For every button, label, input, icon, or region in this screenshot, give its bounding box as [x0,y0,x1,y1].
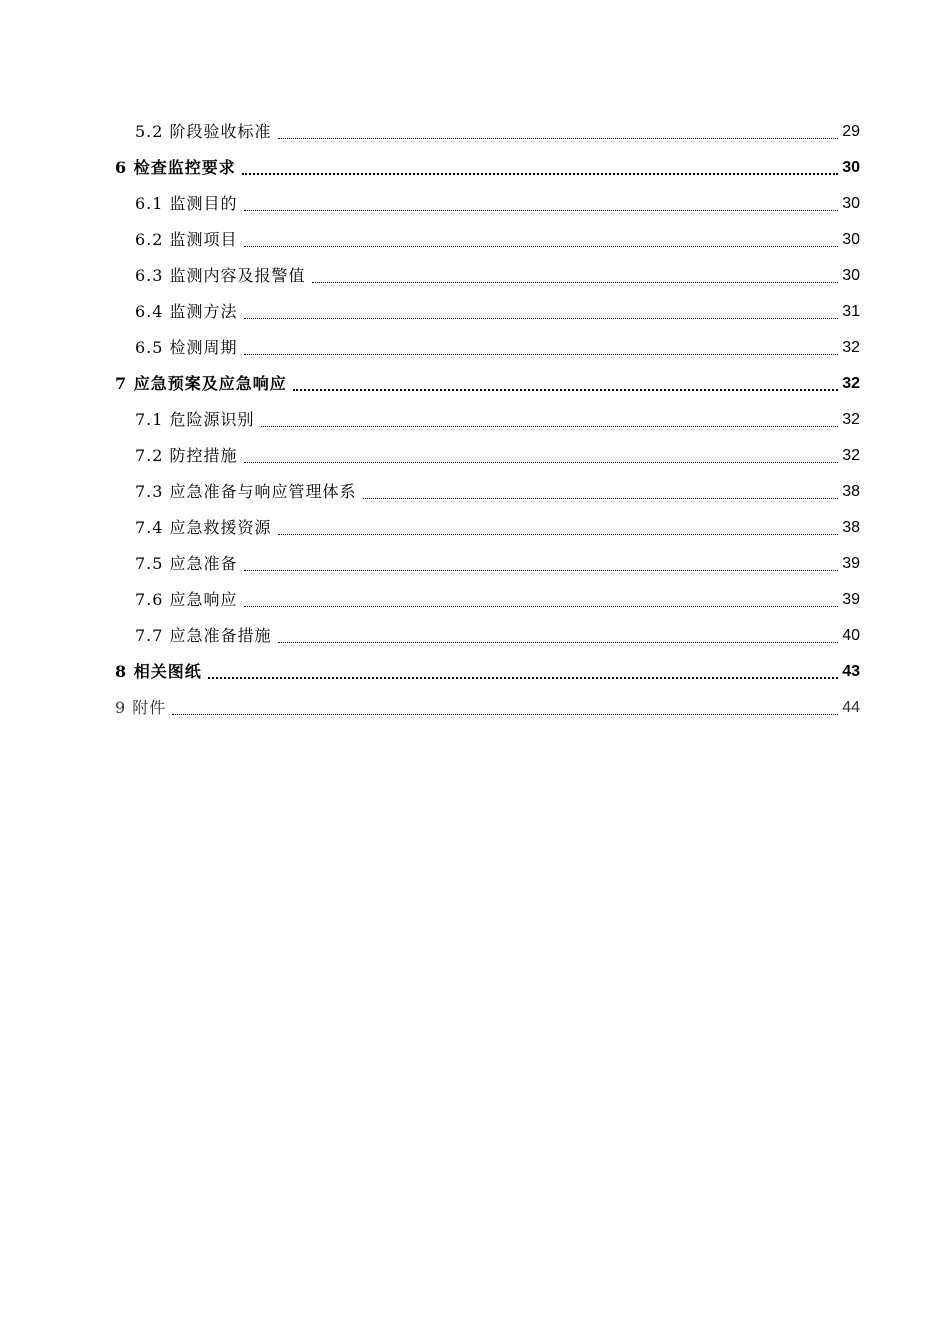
toc-entry[interactable] [115,612,860,648]
table-of-contents [115,108,860,720]
toc-entry-label: 5.2 阶段验收标准 [135,122,272,141]
toc-entry-label: 7 应急预案及应急响应 [115,374,287,393]
toc-entry-label: 6 检查监控要求 [115,158,236,177]
toc-entry-page: 30 [842,231,860,248]
toc-leader-dots [261,426,839,427]
toc-entry-page: 44 [842,699,860,716]
toc-entry-page: 32 [842,411,860,428]
toc-entry[interactable] [115,576,860,612]
toc-entry-label: 7.7 应急准备措施 [135,626,272,645]
toc-entry[interactable] [115,648,860,684]
toc-entry[interactable] [115,504,860,540]
toc-entry-page: 30 [842,195,860,212]
toc-entry-label: 6.3 监测内容及报警值 [135,266,306,285]
toc-leader-dots [244,462,839,463]
toc-entry-label: 6.1 监测目的 [135,194,238,213]
toc-entry-label: 8 相关图纸 [115,662,202,681]
toc-entry[interactable] [115,288,860,324]
toc-leader-dots [242,173,838,175]
toc-entry-label: 7.6 应急响应 [135,590,238,609]
toc-entry-page: 30 [842,267,860,284]
toc-entry[interactable] [115,216,860,252]
toc-leader-dots [172,714,838,715]
toc-entry-page: 38 [842,483,860,500]
toc-leader-dots [244,570,839,571]
toc-entry-label: 6.2 监测项目 [135,230,238,249]
toc-entry-label: 6.5 检测周期 [135,338,238,357]
toc-entry[interactable] [115,180,860,216]
toc-leader-dots [244,210,839,211]
toc-entry-label: 7.4 应急救援资源 [135,518,272,537]
toc-leader-dots [293,389,838,391]
toc-entry-page: 29 [842,123,860,140]
toc-entry[interactable] [115,108,860,144]
toc-entry[interactable] [115,360,860,396]
toc-leader-dots [363,498,839,499]
toc-entry-label: 7.2 防控措施 [135,446,238,465]
toc-entry-page: 32 [842,447,860,464]
toc-entry-page: 39 [842,555,860,572]
toc-entry[interactable] [115,396,860,432]
toc-entry-page: 39 [842,591,860,608]
toc-entry-page: 32 [842,375,860,392]
toc-leader-dots [278,642,839,643]
toc-leader-dots [244,246,839,247]
toc-entry[interactable] [115,684,860,720]
toc-entry[interactable] [115,540,860,576]
toc-entry[interactable] [115,324,860,360]
toc-entry-label: 7.3 应急准备与响应管理体系 [135,482,357,501]
toc-leader-dots [244,606,839,607]
toc-leader-dots [208,677,838,679]
toc-entry-page: 40 [842,627,860,644]
toc-entry-page: 43 [842,663,860,680]
toc-leader-dots [278,534,839,535]
toc-entry-label: 7.5 应急准备 [135,554,238,573]
toc-entry[interactable] [115,144,860,180]
toc-entry[interactable] [115,252,860,288]
toc-leader-dots [312,282,839,283]
toc-entry[interactable] [115,432,860,468]
toc-entry-page: 32 [842,339,860,356]
toc-entry[interactable] [115,468,860,504]
toc-leader-dots [278,138,839,139]
toc-entry-page: 31 [842,303,860,320]
toc-entry-label: 6.4 监测方法 [135,302,238,321]
toc-leader-dots [244,354,839,355]
toc-entry-page: 30 [842,159,860,176]
toc-leader-dots [244,318,839,319]
toc-entry-page: 38 [842,519,860,536]
toc-entry-label: 9 附件 [115,698,167,717]
toc-entry-label: 7.1 危险源识别 [135,410,255,429]
